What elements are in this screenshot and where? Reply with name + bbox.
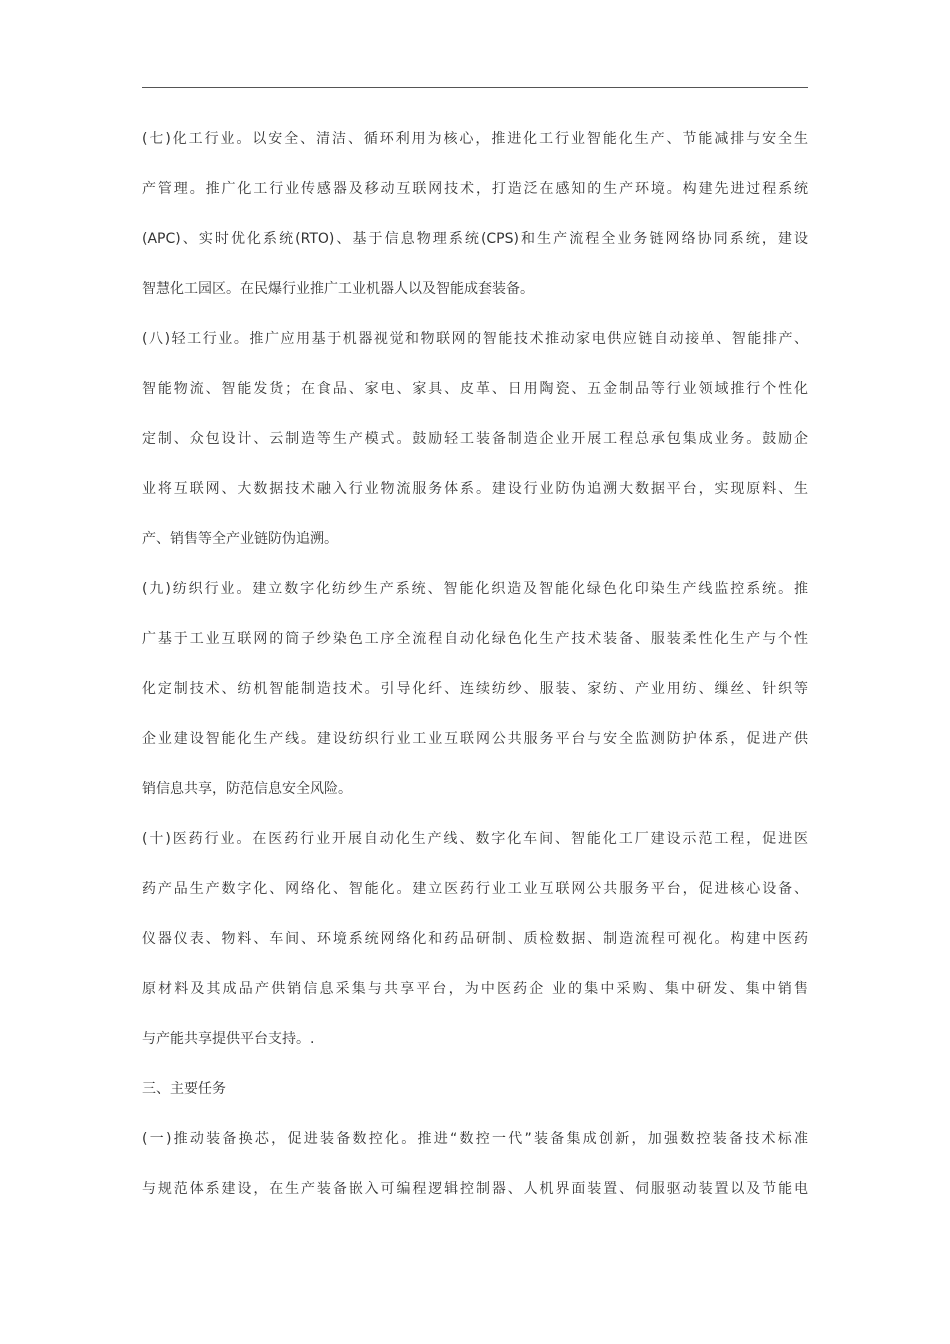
header-rule [142,87,808,88]
text-line: (七)化工行业。以安全、清洁、循环利用为核心，推进化工行业智能化生产、节能减排与安全生 [142,131,808,147]
text-line: 定制、众包设计、云制造等生产模式。鼓励轻工装备制造企业开展工程总承包集成业务。鼓励企 [142,431,808,447]
text-line: 智慧化工园区。在民爆行业推广工业机器人以及智能成套装备。 [142,281,534,297]
text-line: 企业建设智能化生产线。建设纺织行业工业互联网公共服务平台与安全监测防护体系，促进产供 [142,731,808,747]
text-line: 与产能共享提供平台支持。. [142,1031,315,1047]
text-line: 广基于工业互联网的筒子纱染色工序全流程自动化绿色化生产技术装备、服装柔性化生产与个性 [142,631,808,647]
section-heading: 三、主要任务 [142,1081,226,1097]
text-line: 原材料及其成品产供销信息采集与共享平台，为中医药企 业的集中采购、集中研发、集中销售 [142,981,808,997]
text-line: 智能物流、智能发货；在食品、家电、家具、皮革、日用陶瓷、五金制品等行业领域推行个性化 [142,381,808,397]
text-line: (八)轻工行业。推广应用基于机器视觉和物联网的智能技术推动家电供应链自动接单、智能排产、 [142,331,808,347]
text-line: 化定制技术、纺机智能制造技术。引导化纤、连续纺纱、服装、家纺、产业用纺、缫丝、针织等 [142,681,808,697]
document-body [142,114,808,1214]
text-line: 产、销售等全产业链防伪追溯。 [142,531,338,547]
text-line: (APC)、实时优化系统(RTO)、基于信息物理系统(CPS)和生产流程全业务链网络协同系统，建设 [142,231,808,247]
text-line: 与规范体系建设，在生产装备嵌入可编程逻辑控制器、人机界面装置、伺服驱动装置以及节能电 [142,1181,808,1197]
text-line: 销信息共享，防范信息安全风险。 [142,781,352,797]
text-line: (十)医药行业。在医药行业开展自动化生产线、数字化车间、智能化工厂建设示范工程，促进医 [142,831,808,847]
text-line: (九)纺织行业。建立数字化纺纱生产系统、智能化织造及智能化绿色化印染生产线监控系统。推 [142,581,808,597]
text-line: 药产品生产数字化、网络化、智能化。建立医药行业工业互联网公共服务平台，促进核心设备、 [142,881,808,897]
text-line: 业将互联网、大数据技术融入行业物流服务体系。建设行业防伪追溯大数据平台，实现原料、生 [142,481,808,497]
text-line: 仪器仪表、物料、车间、环境系统网络化和药品研制、质检数据、制造流程可视化。构建中医药 [142,931,808,947]
text-line: 产管理。推广化工行业传感器及移动互联网技术，打造泛在感知的生产环境。构建先进过程系统 [142,181,808,197]
text-line: (一)推动装备换芯，促进装备数控化。推进“数控一代”装备集成创新，加强数控装备技术标准 [142,1131,808,1147]
